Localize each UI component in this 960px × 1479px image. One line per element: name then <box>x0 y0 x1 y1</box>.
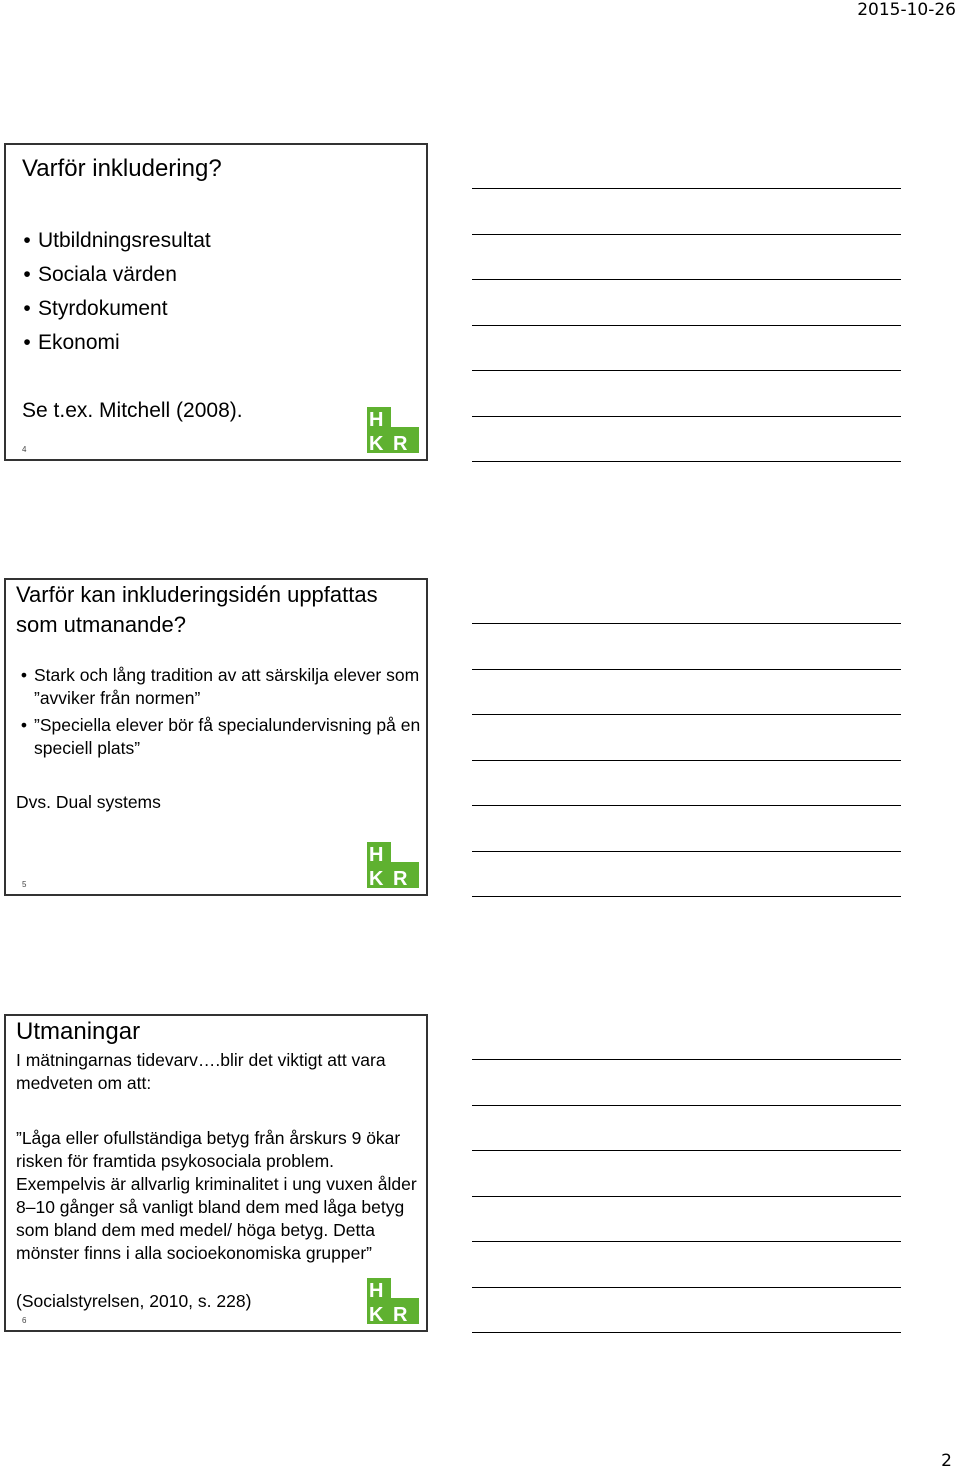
bullet-icon: • <box>23 297 31 320</box>
header-date: 2015-10-26 <box>857 0 956 20</box>
note-line <box>472 851 901 852</box>
note-line <box>472 279 901 280</box>
page-number: 2 <box>941 1451 952 1471</box>
svg-text:K: K <box>369 433 384 453</box>
svg-text:H: H <box>369 409 384 431</box>
bullet-icon: • <box>23 331 31 354</box>
slide-6 <box>4 1014 428 1332</box>
list-item: • Stark och lång tradition av att särskilja elever som ”avviker från normen” <box>14 664 426 710</box>
list-item: • Styrdokument <box>16 295 211 329</box>
slide-5 <box>4 578 428 896</box>
note-line <box>472 714 901 715</box>
note-line <box>472 325 901 326</box>
note-line <box>472 1196 901 1197</box>
slide-quote: ”Låga eller ofullständiga betyg från årskurs 9 ökar risken för framtida psykosociala problem. Exempelvis är allvarlig kriminalitet i ung vuxen ålder 8–10 gånger så vanligt bland dem med låga betyg som bland dem med medel/ höga betyg. Detta mönster finns i alla socioekonomiska grupper” <box>16 1128 417 1263</box>
note-line <box>472 370 901 371</box>
note-line <box>472 461 901 462</box>
bullet-list <box>16 227 211 363</box>
note-line <box>472 896 901 897</box>
note-line <box>472 1332 901 1333</box>
svg-text:H: H <box>369 844 384 866</box>
slide-reference: Se t.ex. Mitchell (2008). <box>22 399 243 422</box>
note-line <box>472 1150 901 1151</box>
slide-reference: (Socialstyrelsen, 2010, s. 228) <box>16 1291 252 1311</box>
bullet-list <box>14 664 426 764</box>
svg-text:R: R <box>393 433 408 453</box>
bullet-icon: • <box>20 715 28 735</box>
note-line <box>472 805 901 806</box>
slide-subtitle: I mätningarnas tidevarv….blir det viktigt att vara medveten om att: <box>16 1050 386 1093</box>
list-item: • Sociala värden <box>16 261 211 295</box>
note-line <box>472 1241 901 1242</box>
list-item: • Ekonomi <box>16 329 211 363</box>
hkr-logo <box>367 407 419 453</box>
svg-text:K: K <box>369 1304 384 1324</box>
note-line <box>472 1105 901 1106</box>
slide-number: 4 <box>22 445 27 454</box>
slide-title: Varför kan inkluderingsidén uppfattas som utmanande? <box>16 582 378 637</box>
note-line <box>472 760 901 761</box>
note-line <box>472 623 901 624</box>
svg-text:H: H <box>369 1280 384 1302</box>
slide-number: 6 <box>22 1316 27 1325</box>
note-line <box>472 669 901 670</box>
slide-reference: Dvs. Dual systems <box>16 792 161 812</box>
note-line <box>472 188 901 189</box>
svg-text:R: R <box>393 1304 408 1324</box>
slide-title: Utmaningar <box>16 1018 141 1045</box>
bullet-icon: • <box>23 263 31 286</box>
note-line <box>472 1059 901 1060</box>
hkr-logo <box>367 1278 419 1324</box>
slide-number: 5 <box>22 880 27 889</box>
svg-text:K: K <box>369 868 384 888</box>
note-line <box>472 416 901 417</box>
bullet-icon: • <box>20 665 28 685</box>
bullet-icon: • <box>23 229 31 252</box>
svg-text:R: R <box>393 868 408 888</box>
list-item: • ”Speciella elever bör få specialundervisning på en speciell plats” <box>14 714 426 760</box>
hkr-logo <box>367 842 419 888</box>
list-item: • Utbildningsresultat <box>16 227 211 261</box>
note-line <box>472 1287 901 1288</box>
note-line <box>472 234 901 235</box>
slide-4 <box>4 143 428 461</box>
slide-title: Varför inkludering? <box>22 155 222 182</box>
